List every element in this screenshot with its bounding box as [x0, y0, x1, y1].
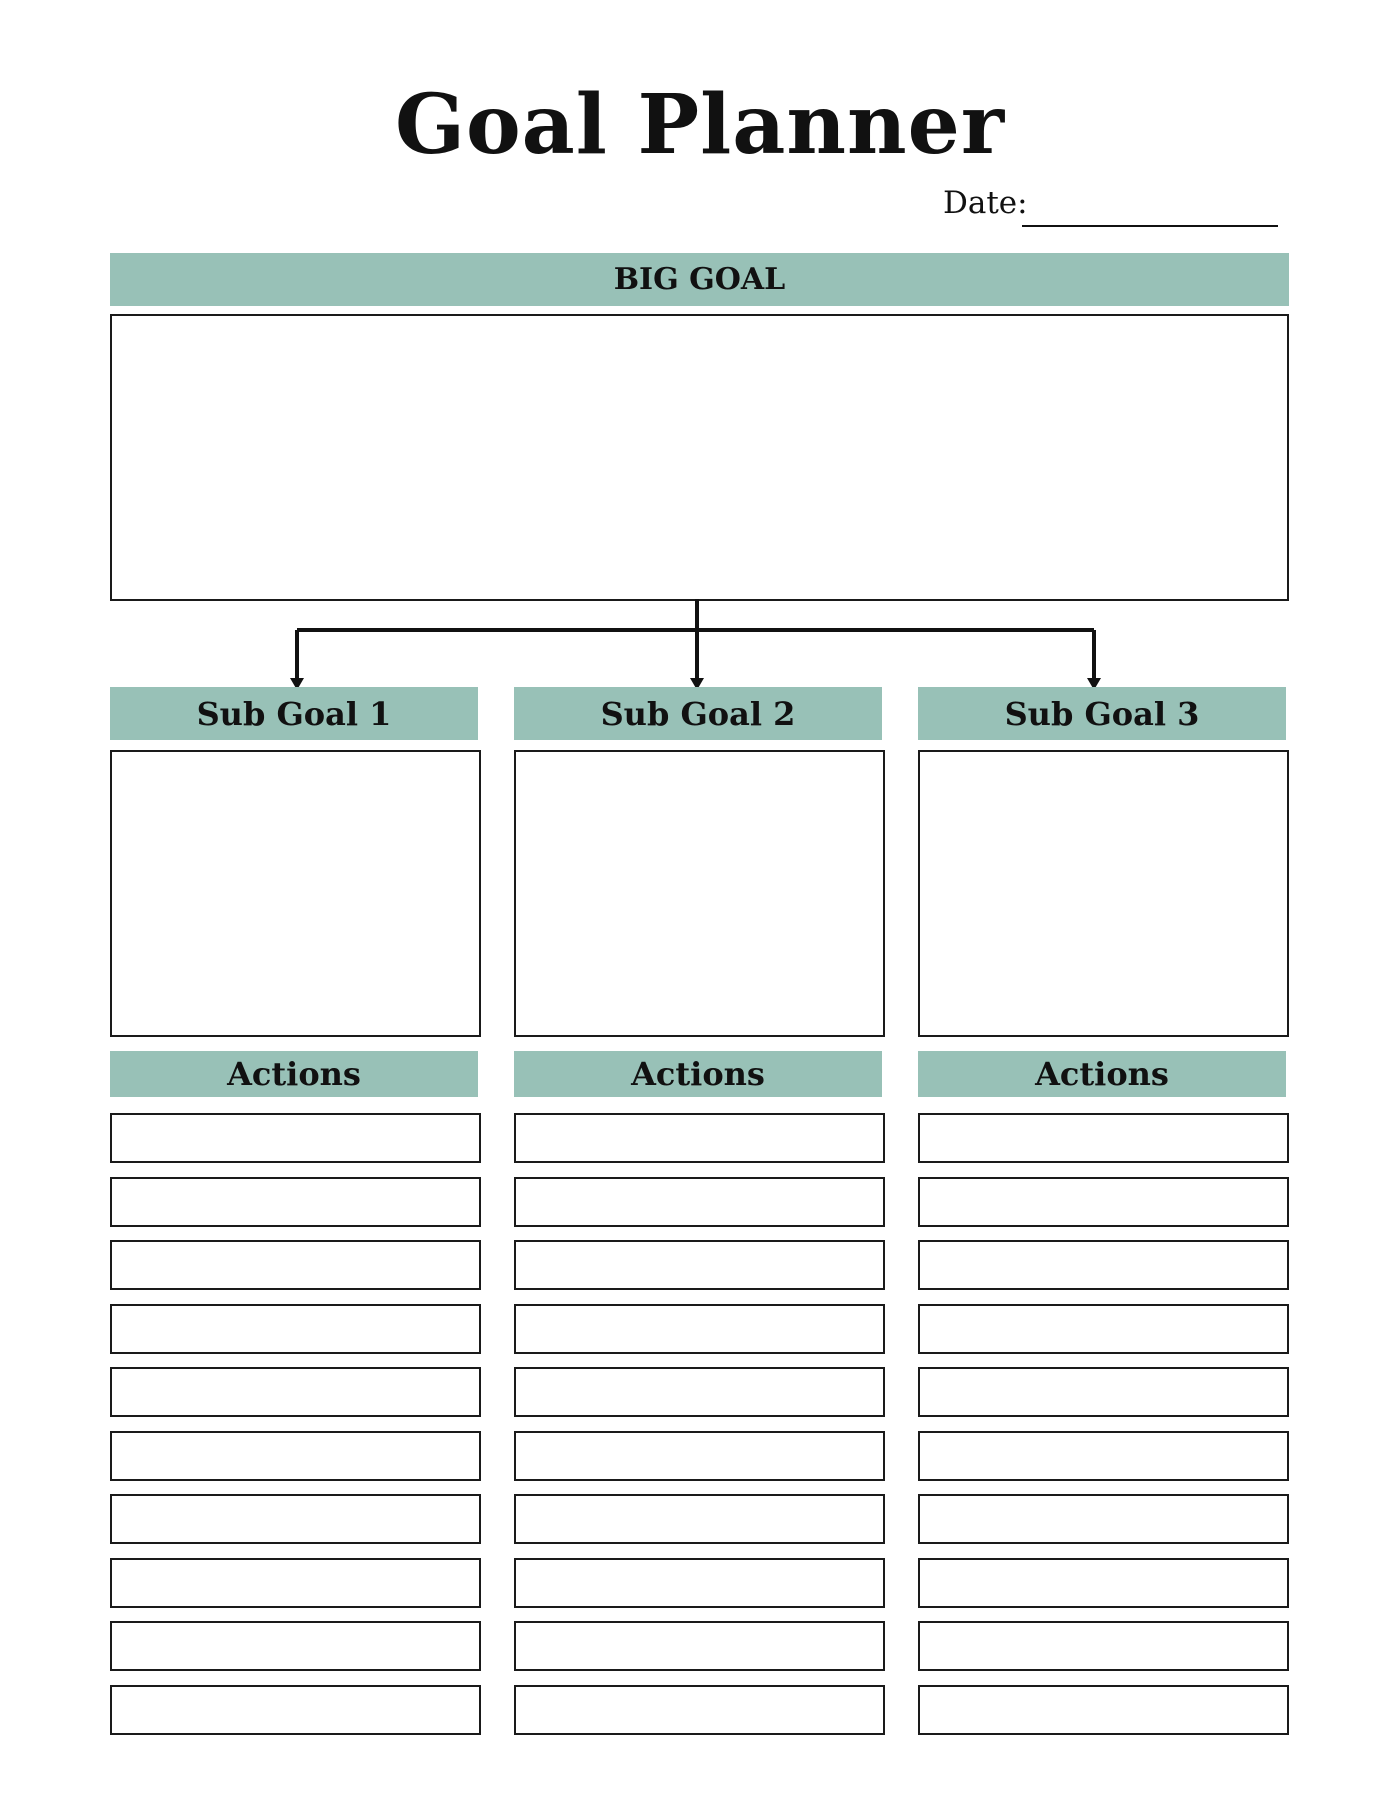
- action-row[interactable]: [110, 1240, 481, 1290]
- action-row[interactable]: [110, 1621, 481, 1671]
- action-row[interactable]: [110, 1685, 481, 1735]
- actions-3-header: Actions: [918, 1051, 1286, 1097]
- sub-goal-3-header: Sub Goal 3: [918, 687, 1286, 740]
- action-row[interactable]: [514, 1621, 885, 1671]
- action-row[interactable]: [514, 1177, 885, 1227]
- sub-goal-3-box[interactable]: [918, 750, 1289, 1037]
- actions-2-header: Actions: [514, 1051, 882, 1097]
- sub-goal-1-header: Sub Goal 1: [110, 687, 478, 740]
- action-row[interactable]: [514, 1304, 885, 1354]
- action-row[interactable]: [110, 1304, 481, 1354]
- action-row[interactable]: [918, 1113, 1289, 1163]
- action-row[interactable]: [514, 1367, 885, 1417]
- action-row[interactable]: [110, 1431, 481, 1481]
- big-goal-box[interactable]: [110, 314, 1289, 601]
- big-goal-header: BIG GOAL: [110, 253, 1289, 306]
- sub-goal-2-box[interactable]: [514, 750, 885, 1037]
- action-row[interactable]: [918, 1431, 1289, 1481]
- action-row[interactable]: [918, 1558, 1289, 1608]
- action-row[interactable]: [110, 1558, 481, 1608]
- action-row[interactable]: [918, 1240, 1289, 1290]
- action-row[interactable]: [110, 1367, 481, 1417]
- action-row[interactable]: [514, 1494, 885, 1544]
- action-row[interactable]: [918, 1685, 1289, 1735]
- date-field[interactable]: [1022, 225, 1278, 227]
- sub-goal-2-header: Sub Goal 2: [514, 687, 882, 740]
- action-row[interactable]: [918, 1621, 1289, 1671]
- sub-goal-1-box[interactable]: [110, 750, 481, 1037]
- actions-1-header: Actions: [110, 1051, 478, 1097]
- action-row[interactable]: [918, 1494, 1289, 1544]
- action-row[interactable]: [110, 1113, 481, 1163]
- action-row[interactable]: [918, 1177, 1289, 1227]
- action-row[interactable]: [514, 1685, 885, 1735]
- page-title: Goal Planner: [394, 77, 1006, 173]
- action-row[interactable]: [110, 1177, 481, 1227]
- action-row[interactable]: [918, 1304, 1289, 1354]
- action-row[interactable]: [514, 1240, 885, 1290]
- action-row[interactable]: [110, 1494, 481, 1544]
- date-label: Date:: [943, 185, 1028, 221]
- action-row[interactable]: [918, 1367, 1289, 1417]
- action-row[interactable]: [514, 1431, 885, 1481]
- action-row[interactable]: [514, 1558, 885, 1608]
- action-row[interactable]: [514, 1113, 885, 1163]
